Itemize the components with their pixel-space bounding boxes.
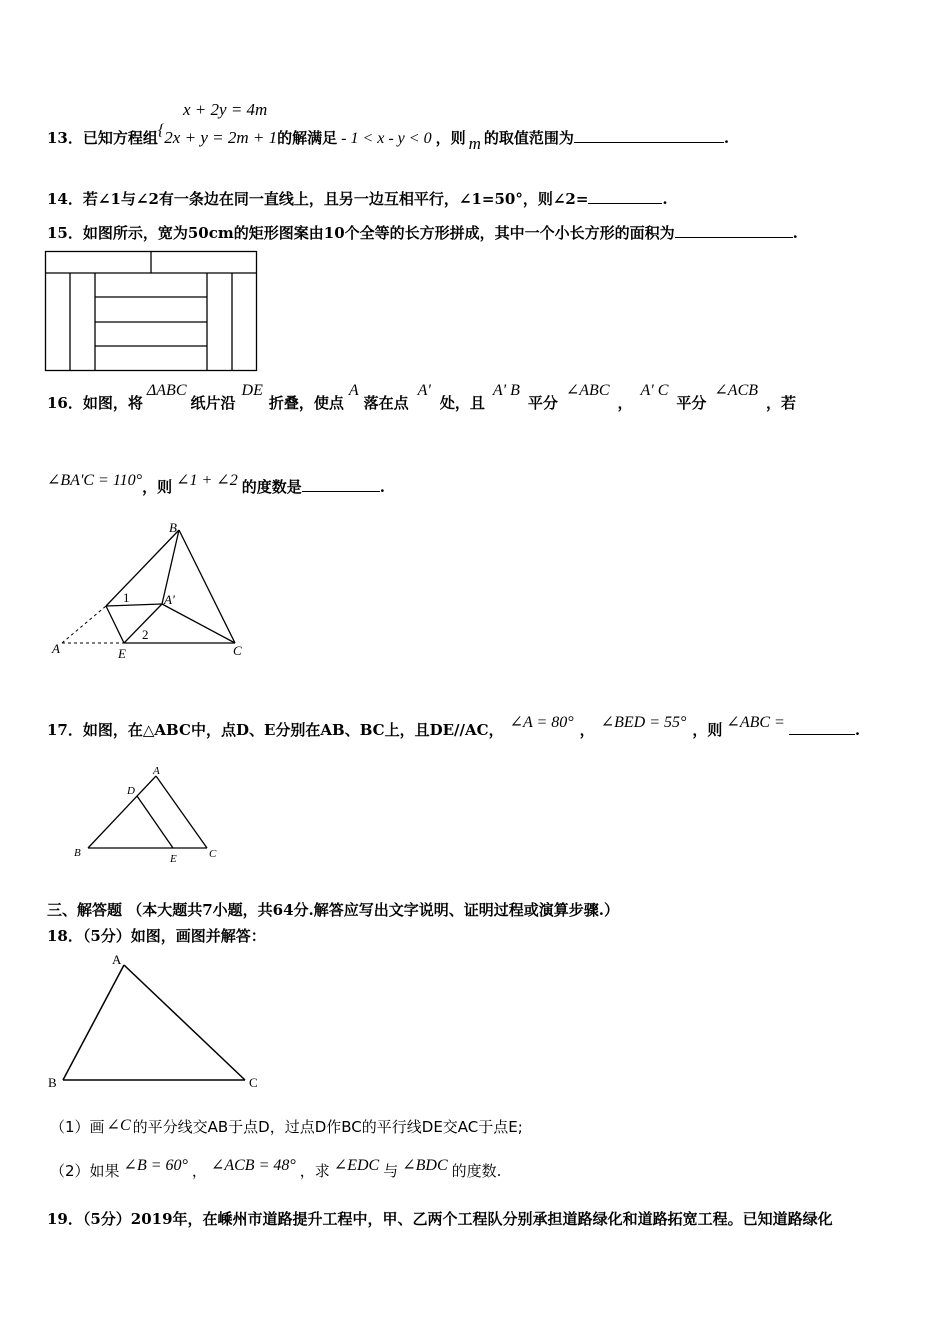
question-18-part2: （2）如果 ∠B = 60° ， ∠ACB = 48° ，求 ∠EDC 与 ∠BDC 的度数.	[50, 1157, 502, 1180]
question-17: 17．如图，在△ABC中，点D、E分别在AB、BC上，且DE//AC， ∠A = 80° ， ∠BED = 55° ，则 ∠ABC = .	[47, 714, 861, 739]
question-18-part1: （1）画 ∠C 的平分线交AB于点D，过点D作BC的平行线DE交AC于点E;	[50, 1117, 523, 1136]
q13-eq1: x + 2y = 4m	[183, 100, 268, 119]
label-A-prime: A'	[164, 592, 175, 607]
label-A: A	[52, 641, 60, 656]
question-19: 19．（5分）2019年，在嵊州市道路提升工程中，甲、乙两个工程队分别承担道路绿化和道路拓宽工程。已知道路绿化	[47, 1210, 833, 1228]
label-B: B	[169, 520, 177, 535]
label-B: B	[48, 1075, 57, 1090]
q16-folded-triangle-figure	[45, 518, 255, 663]
question-16-line2: ∠BA'C = 110°，则 ∠1 + ∠2 的度数是 .	[47, 472, 385, 496]
section-3-heading: 三、解答题 （本大题共7小题，共64分.解答应写出文字说明、证明过程或演算步骤.）	[47, 901, 619, 919]
label-C: C	[209, 848, 217, 860]
label-1: 1	[123, 590, 130, 605]
answer-blank-14[interactable]	[588, 189, 662, 204]
q15-rectangle-figure	[45, 251, 257, 371]
answer-blank-13[interactable]	[574, 128, 724, 143]
label-B: B	[74, 847, 81, 859]
label-2: 2	[142, 627, 149, 642]
answer-blank-16[interactable]	[302, 477, 380, 492]
q17-triangle-figure	[70, 762, 230, 867]
question-18-title: 18．（5分）如图，画图并解答：	[47, 927, 266, 945]
question-15: 15．如图所示，宽为50cm的矩形图案由10个全等的长方形拼成，其中一个小长方形的面积为 .	[47, 224, 798, 242]
brace: {	[157, 122, 165, 139]
label-E: E	[170, 853, 177, 865]
label-E: E	[118, 646, 126, 661]
question-16-line1: 16．如图，将ΔABC纸片沿DE折叠，使点A落在点A'处，且A' B平分∠ABC，A' C平分∠ACB，若	[47, 382, 797, 412]
answer-blank-17[interactable]	[789, 720, 855, 735]
q13-eq2: 2x + y = 2m + 1	[164, 128, 278, 147]
question-14: 14．若∠1与∠2有一条边在同一直线上，且另一边互相平行，∠1=50°，则∠2= .	[47, 190, 668, 208]
answer-blank-15[interactable]	[675, 223, 793, 238]
label-D: D	[127, 785, 135, 797]
label-C: C	[249, 1075, 258, 1090]
label-A: A	[112, 952, 122, 967]
label-C: C	[233, 643, 242, 658]
question-13: 13．已知方程组{2x + y = 2m + 1的解满足 - 1 < x - y < 0 ，则 m 的取值范围为 .	[47, 122, 730, 153]
label-A: A	[153, 765, 160, 777]
q18-triangle-figure	[45, 950, 265, 1090]
